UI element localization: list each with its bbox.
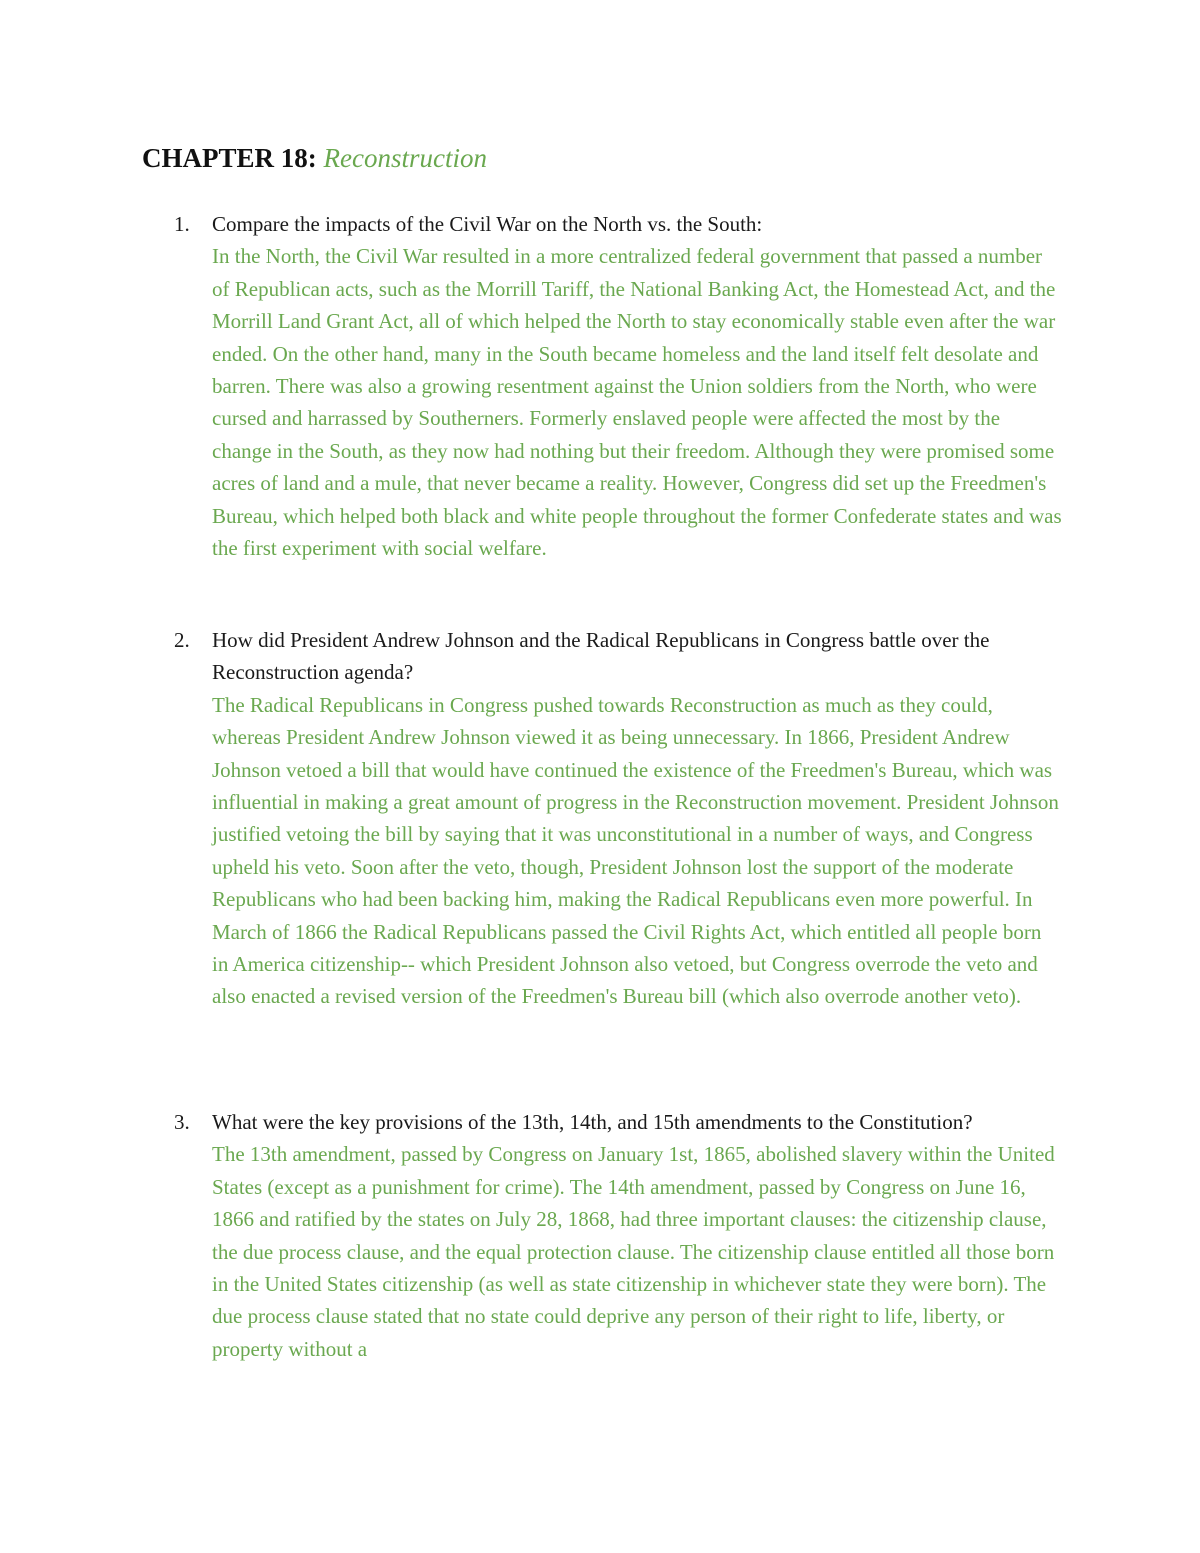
answer-text: The 13th amendment, passed by Congress on January 1st, 1865, abolished slavery within the United States (except as a punishment for crime). The 14th amendment, passed by Congress on June 16, 1866 and ratified by the states on July 28, 1868, had three important clauses: the citizenship clause, the due process clause, and the equal protection clause. The citizenship clause entitled all those born in the United States citizenship (as well as state citizenship in whichever state they were born). The due process clause stated that no state could deprive any person of their right to life, liberty, or property without a — [212, 1142, 1055, 1361]
answer-text: In the North, the Civil War resulted in a more centralized federal government that passed a number of Republican acts, such as the Morrill Tariff, the National Banking Act, the Homestead Act, and the Morrill Land Grant Act, all of which helped the North to stay economically stable even after the war ended. On the other hand, many in the South became homeless and the land itself felt desolate and barren. There was also a growing resentment against the Union soldiers from the North, who were cursed and harrassed by Southerners. Formerly enslaved people were affected the most by the change in the South, as they now had nothing but their freedom. Although they were promised some acres of land and a mule, that never became a reality. However, Congress did set up the Freedmen's Bureau, which helped both black and white people throughout the former Confederate states and was the first experiment with social welfare. — [212, 244, 1062, 561]
chapter-heading — [142, 140, 487, 176]
question-number: 1. — [174, 212, 190, 236]
question-body — [212, 624, 1062, 1013]
question-number: 2. — [174, 628, 190, 652]
answer-text: The Radical Republicans in Congress pushed towards Reconstruction as much as they could, whereas President Andrew Johnson viewed it as being unnecessary. In 1866, President Andrew Johnson vetoed a bill that would have continued the existence of the Freedmen's Bureau, which was influential in making a great amount of progress in the Reconstruction movement. President Johnson justified vetoing the bill by saying that it was unconstitutional in a number of ways, and Congress upheld his veto. Soon after the veto, though, President Johnson lost the support of the moderate Republicans who had been backing him, making the Radical Republicans even more powerful. In March of 1866 the Radical Republicans passed the Civil Rights Act, which entitled all people born in America citizenship-- which President Johnson also vetoed, but Congress overrode the veto and also enacted a revised version of the Freedmen's Bureau bill (which also overrode another veto). — [212, 692, 1059, 1009]
chapter-label: CHAPTER 18: — [142, 143, 317, 173]
question-text: Compare the impacts of the Civil War on the North vs. the South: — [212, 212, 763, 236]
question-number: 3. — [174, 1110, 190, 1134]
chapter-title: Reconstruction — [323, 143, 487, 173]
question-text: What were the key provisions of the 13th, 14th, and 15th amendments to the Constitution? — [212, 1110, 973, 1134]
question-text: How did President Andrew Johnson and the Radical Republicans in Congress battle over the Reconstruction agenda? — [212, 628, 990, 685]
question-body — [212, 208, 1062, 564]
question-body — [212, 1106, 1062, 1365]
